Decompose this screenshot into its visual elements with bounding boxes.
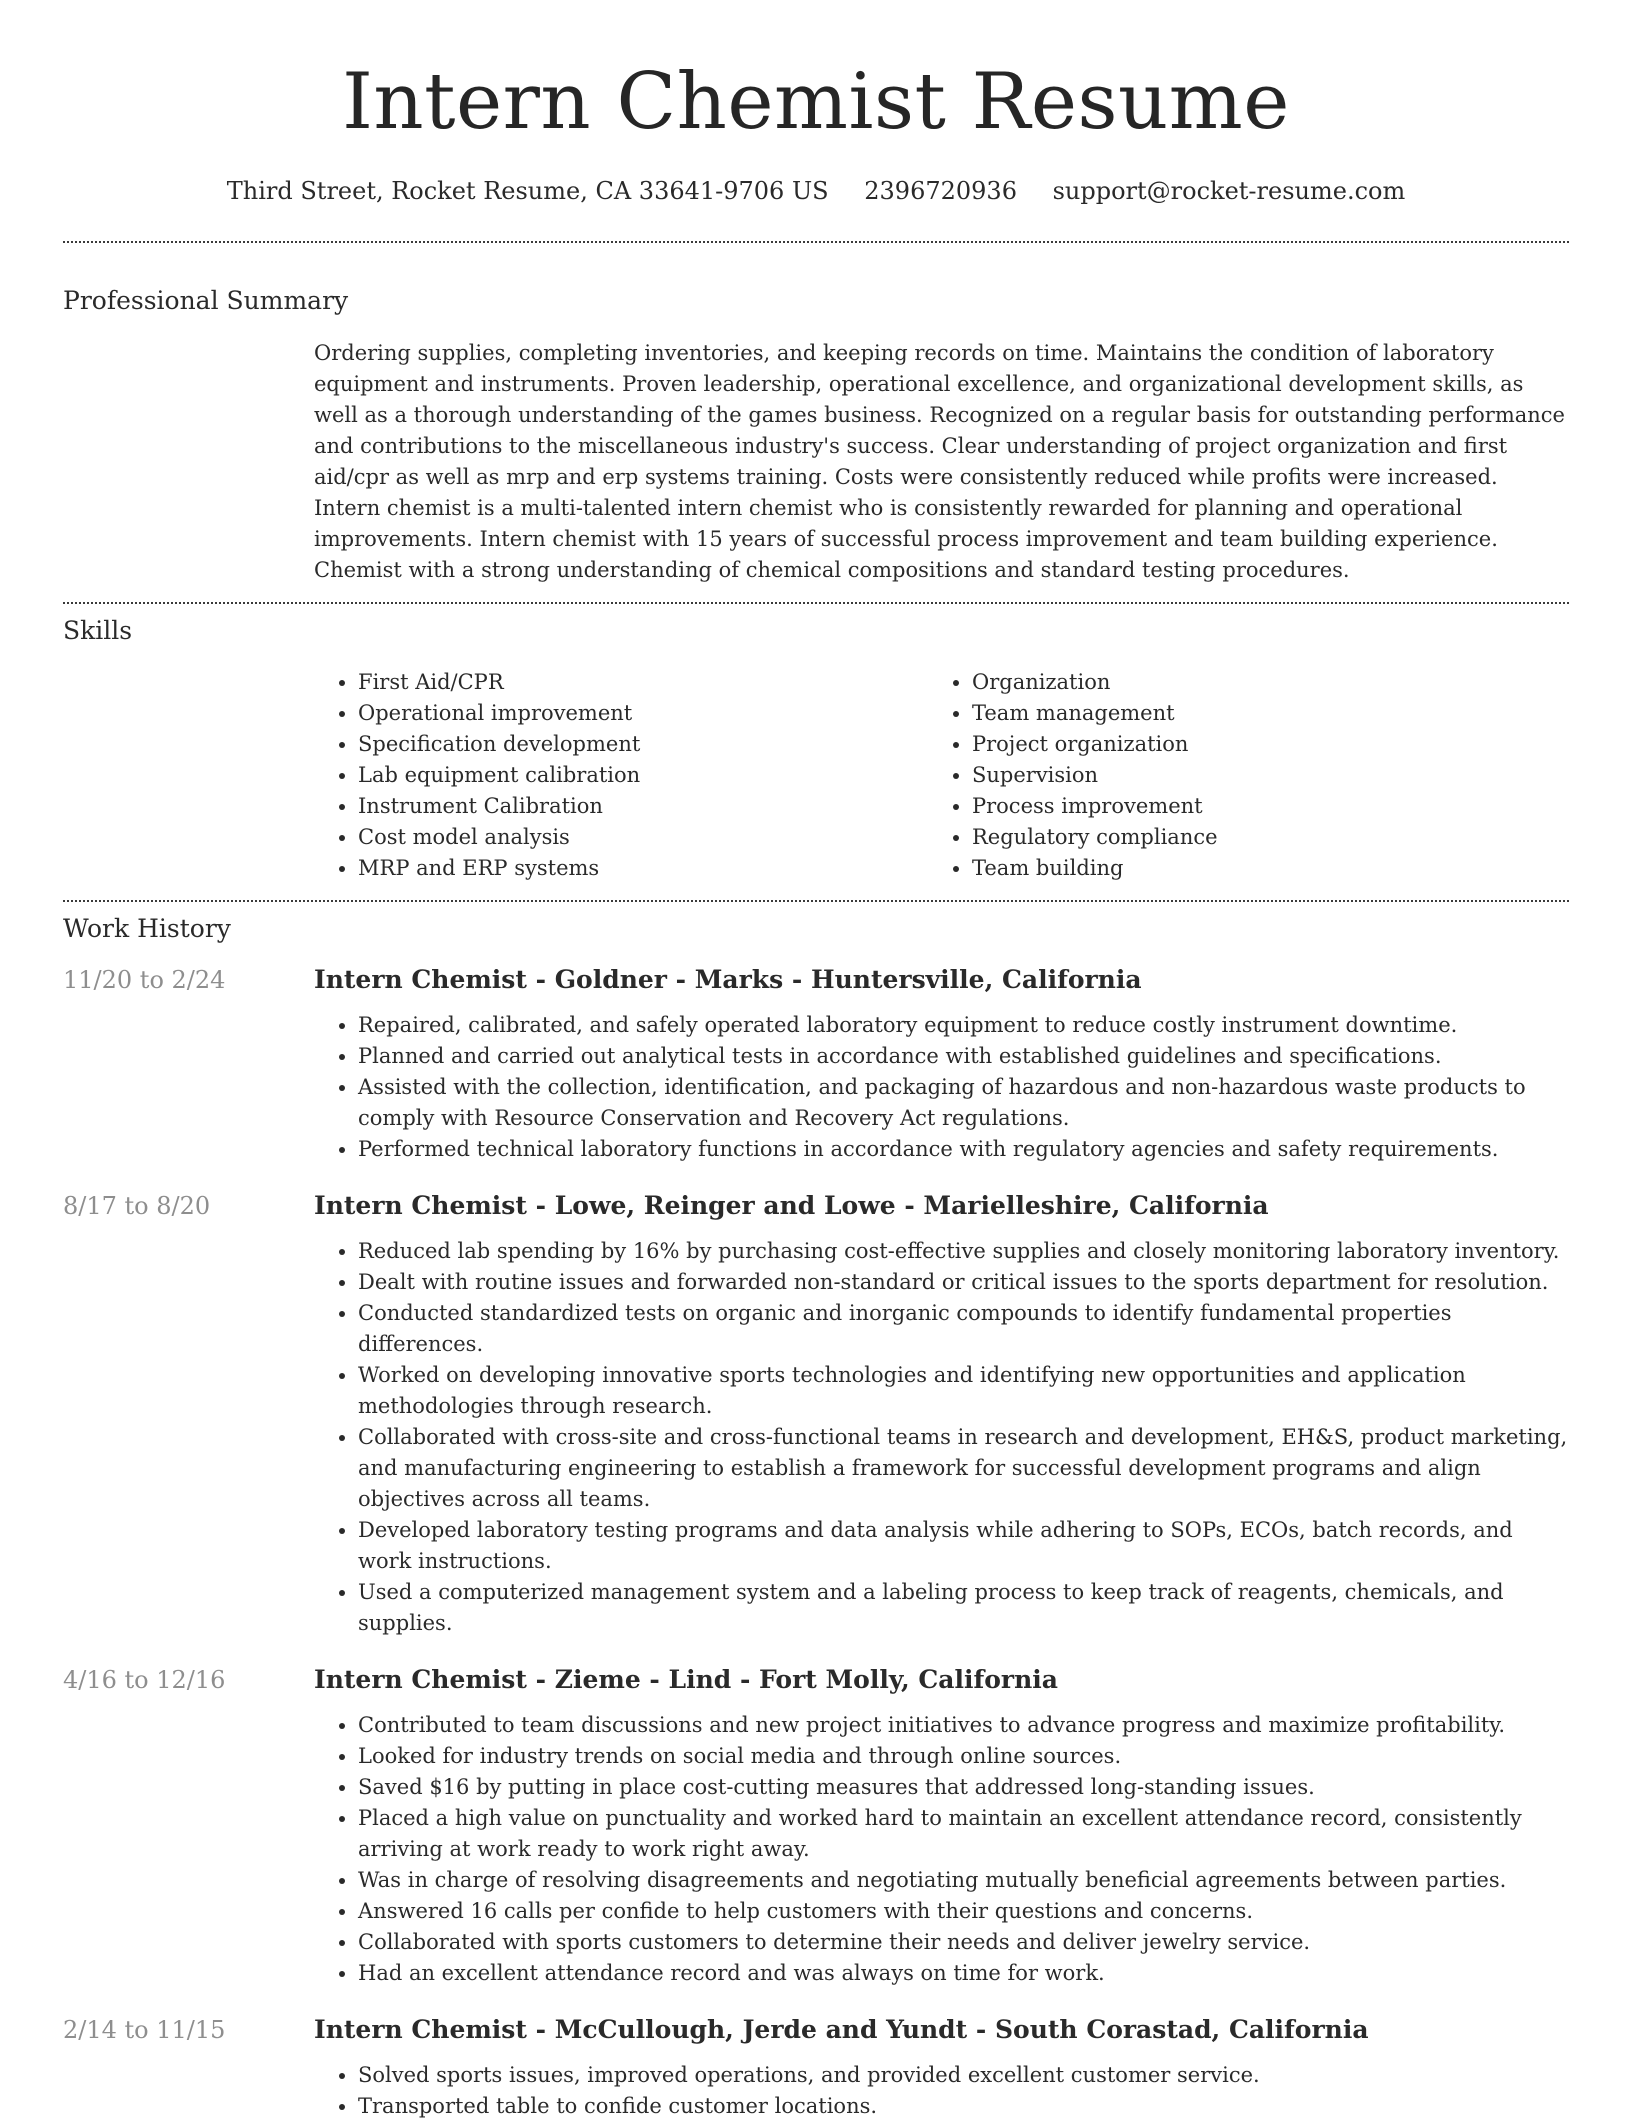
job-dates: 4/16 to 12/16 [63,1666,226,1694]
skill-item: • MRP and ERP systems [358,853,928,884]
job-dates: 11/20 to 2/24 [63,966,226,994]
skill-item: • Team management [972,698,1218,729]
section-title-skills: Skills [63,616,133,645]
job-title: Intern Chemist - Zieme - Lind - Fort Molly, California [314,1665,1058,1694]
job-entry [63,1189,1569,1639]
job-bullet: • Dealt with routine issues and forwarded non-standard or critical issues to the sports department for resolution. [358,1267,1569,1298]
job-bullet: • Developed laboratory testing programs and data analysis while adhering to SOPs, ECOs, batch records, and work instructions. [358,1515,1569,1577]
job-entry [63,2013,1569,2122]
job-bullet: • Looked for industry trends on social media and through online sources. [358,1741,1569,1772]
job-bullets [314,1236,1569,1639]
job-dates: 2/14 to 11/15 [63,2016,226,2044]
job-bullet: • Worked on developing innovative sports technologies and identifying new opportunities and application methodologies through research. [358,1360,1569,1422]
divider [63,602,1569,604]
job-entry [63,1663,1569,1989]
skill-item: • Instrument Calibration [358,791,928,822]
job-bullet: • Solved sports issues, improved operations, and provided excellent customer service. [358,2060,1569,2091]
job-bullet: • Planned and carried out analytical tests in accordance with established guidelines and specifications. [358,1041,1569,1072]
summary-text: Ordering supplies, completing inventories, and keeping records on time. Maintains the condition of laboratory equipment and instruments. Proven leadership, operational excellence, and organizational development skills, as well as a thorough understanding of the games business. Recognized on a regular basis for outstanding performance and contributions to the miscellaneous industry's success. Clear understanding of project organization and first aid/cpr as well as mrp and erp systems training. Costs were consistently reduced while profits were increased. Intern chemist is a multi-talented intern chemist who is consistently rewarded for planning and operational improvements. Intern chemist with 15 years of successful process improvement and team building experience. Chemist with a strong understanding of chemical compositions and standard testing procedures. [314,341,1565,582]
skill-item: • Organization [972,667,1218,698]
skill-item: • Team building [972,853,1218,884]
job-title: Intern Chemist - McCullough, Jerde and Yundt - South Corastad, California [314,2015,1369,2044]
resume-title: Intern Chemist Resume [342,57,1290,147]
contact-info [63,174,1569,208]
skill-item: • Regulatory compliance [972,822,1218,853]
job-bullet: • Was in charge of resolving disagreements and negotiating mutually beneficial agreements between parties. [358,1865,1569,1896]
job-bullet: • Collaborated with sports customers to determine their needs and deliver jewelry service. [358,1927,1569,1958]
skill-item: • Project organization [972,729,1218,760]
divider [63,241,1569,243]
skills-list [314,667,1569,884]
job-title: Intern Chemist - Goldner - Marks - Huntersville, California [314,965,1142,994]
job-bullet: • Had an excellent attendance record and was always on time for work. [358,1958,1569,1989]
job-bullet: • Repaired, calibrated, and safely operated laboratory equipment to reduce costly instrument downtime. [358,1010,1569,1041]
contact-phone: 2396720936 [864,177,1017,205]
job-title: Intern Chemist - Lowe, Reinger and Lowe - Marielleshire, California [314,1191,1269,1220]
job-bullet: • Saved $16 by putting in place cost-cutting measures that addressed long-standing issues. [358,1772,1569,1803]
skill-item: • Supervision [972,760,1218,791]
divider [63,900,1569,902]
job-bullets [314,1010,1569,1165]
job-bullet: • Used a computerized management system and a labeling process to keep track of reagents, chemicals, and supplies. [358,1577,1569,1639]
skill-item: • Lab equipment calibration [358,760,928,791]
job-bullet: • Reduced lab spending by 16% by purchasing cost-effective supplies and closely monitoring laboratory inventory. [358,1236,1569,1267]
skill-item: • First Aid/CPR [358,667,928,698]
job-bullets [314,2060,1569,2122]
job-bullet: • Performed technical laboratory functions in accordance with regulatory agencies and safety requirements. [358,1134,1569,1165]
section-title-work-history: Work History [63,914,231,943]
job-bullet: • Answered 16 calls per confide to help customers with their questions and concerns. [358,1896,1569,1927]
skills-column-right [928,667,1218,884]
contact-email: support@rocket-resume.com [1052,177,1406,205]
job-dates: 8/17 to 8/20 [63,1192,211,1220]
work-history-list [63,963,1569,2122]
job-bullet: • Contributed to team discussions and new project initiatives to advance progress and maximize profitability. [358,1710,1569,1741]
skill-item: • Operational improvement [358,698,928,729]
skill-item: • Specification development [358,729,928,760]
job-entry [63,963,1569,1165]
section-title-summary: Professional Summary [63,286,349,315]
job-bullet: • Assisted with the collection, identification, and packaging of hazardous and non-hazardous waste products to comply with Resource Conservation and Recovery Act regulations. [358,1072,1569,1134]
job-bullet: • Placed a high value on punctuality and worked hard to maintain an excellent attendance record, consistently arriving at work ready to work right away. [358,1803,1569,1865]
job-bullet: • Conducted standardized tests on organic and inorganic compounds to identify fundamental properties differences. [358,1298,1569,1360]
skills-column-left [314,667,928,884]
job-bullet: • Transported table to confide customer locations. [358,2091,1569,2122]
job-bullet: • Collaborated with cross-site and cross-functional teams in research and development, EH&S, product marketing, and manufacturing engineering to establish a framework for successful development programs and align objectives across all teams. [358,1422,1569,1515]
skill-item: • Cost model analysis [358,822,928,853]
skill-item: • Process improvement [972,791,1218,822]
contact-address: Third Street, Rocket Resume, CA 33641-9706 US [226,177,829,205]
job-bullets [314,1710,1569,1989]
